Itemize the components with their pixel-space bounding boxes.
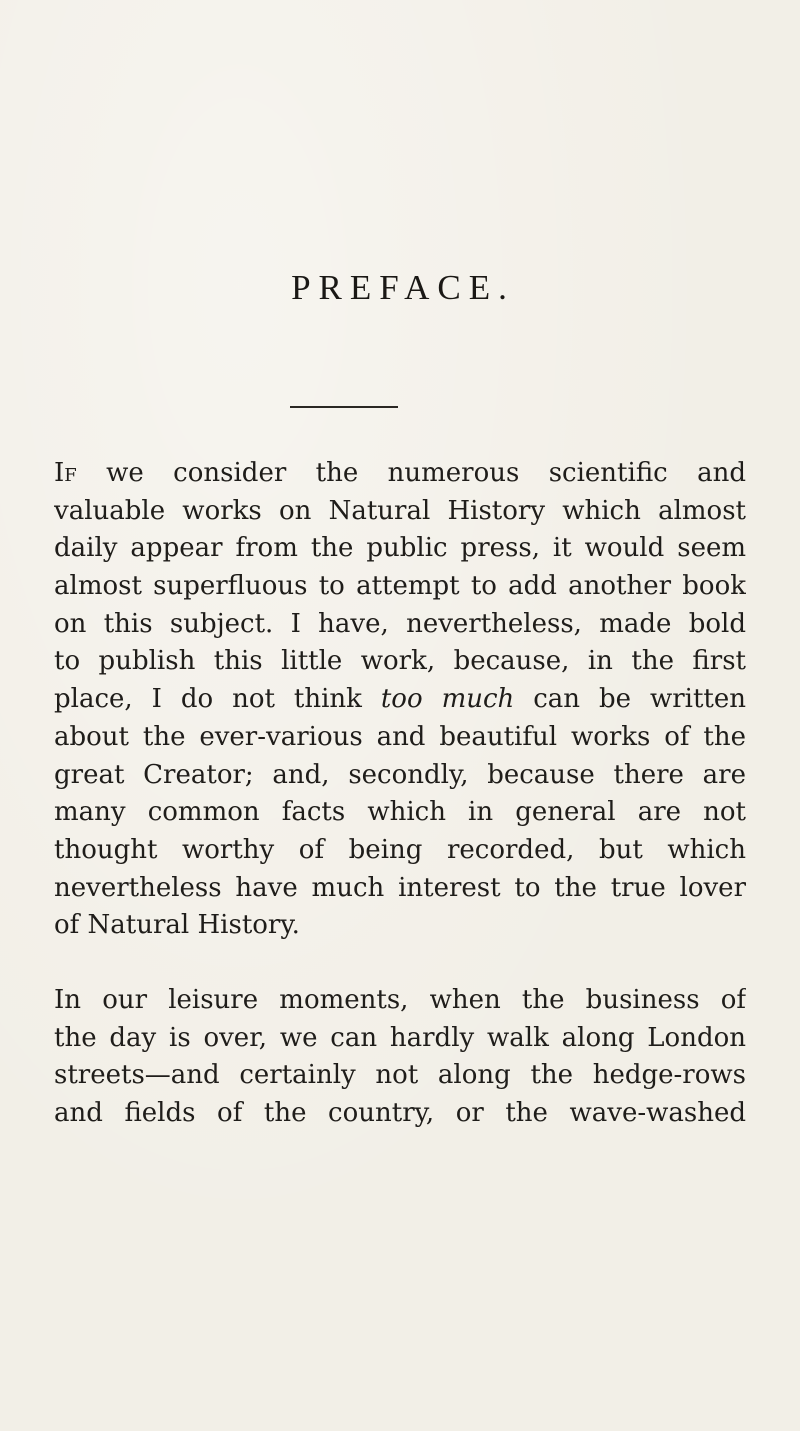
text-line: valuable works on Natural History which almost xyxy=(54,495,746,526)
emphasis: too much xyxy=(380,684,515,715)
text-line: on this subject. I have, nevertheless, made bold xyxy=(54,608,746,639)
text-line: many common facts which in general are not xyxy=(54,797,746,828)
text-line: If we consider the numerous scientific and xyxy=(54,458,746,488)
text-line: place, I do not think too much can be written xyxy=(54,684,746,715)
text-line: of Natural History. xyxy=(54,910,300,941)
page-title: PREFACE. xyxy=(291,268,515,307)
preface-body xyxy=(54,455,746,1133)
text-line: great Creator; and, secondly, because there are xyxy=(54,759,746,790)
text-line: about the ever-various and beautiful works of the xyxy=(54,721,746,752)
text-line: thought worthy of being recorded, but which xyxy=(54,834,746,865)
text-line: almost superfluous to attempt to add another book xyxy=(54,571,746,602)
text-line: In our leisure moments, when the business of xyxy=(54,984,746,1015)
paragraph-1 xyxy=(54,455,746,945)
text-line: to publish this little work, because, in the first xyxy=(54,646,746,677)
drop-word: If xyxy=(54,458,77,488)
text-line: nevertheless have much interest to the true lover xyxy=(54,872,746,903)
text-line: streets—and certainly not along the hedge-rows xyxy=(54,1060,746,1091)
text-line: the day is over, we can hardly walk along London xyxy=(54,1022,746,1053)
paragraph-2 xyxy=(54,982,746,1133)
text-line: and fields of the country, or the wave-washed xyxy=(54,1098,746,1128)
paragraph-gap xyxy=(54,945,746,982)
title-divider xyxy=(290,406,398,408)
text-line: daily appear from the public press, it would seem xyxy=(54,533,746,564)
